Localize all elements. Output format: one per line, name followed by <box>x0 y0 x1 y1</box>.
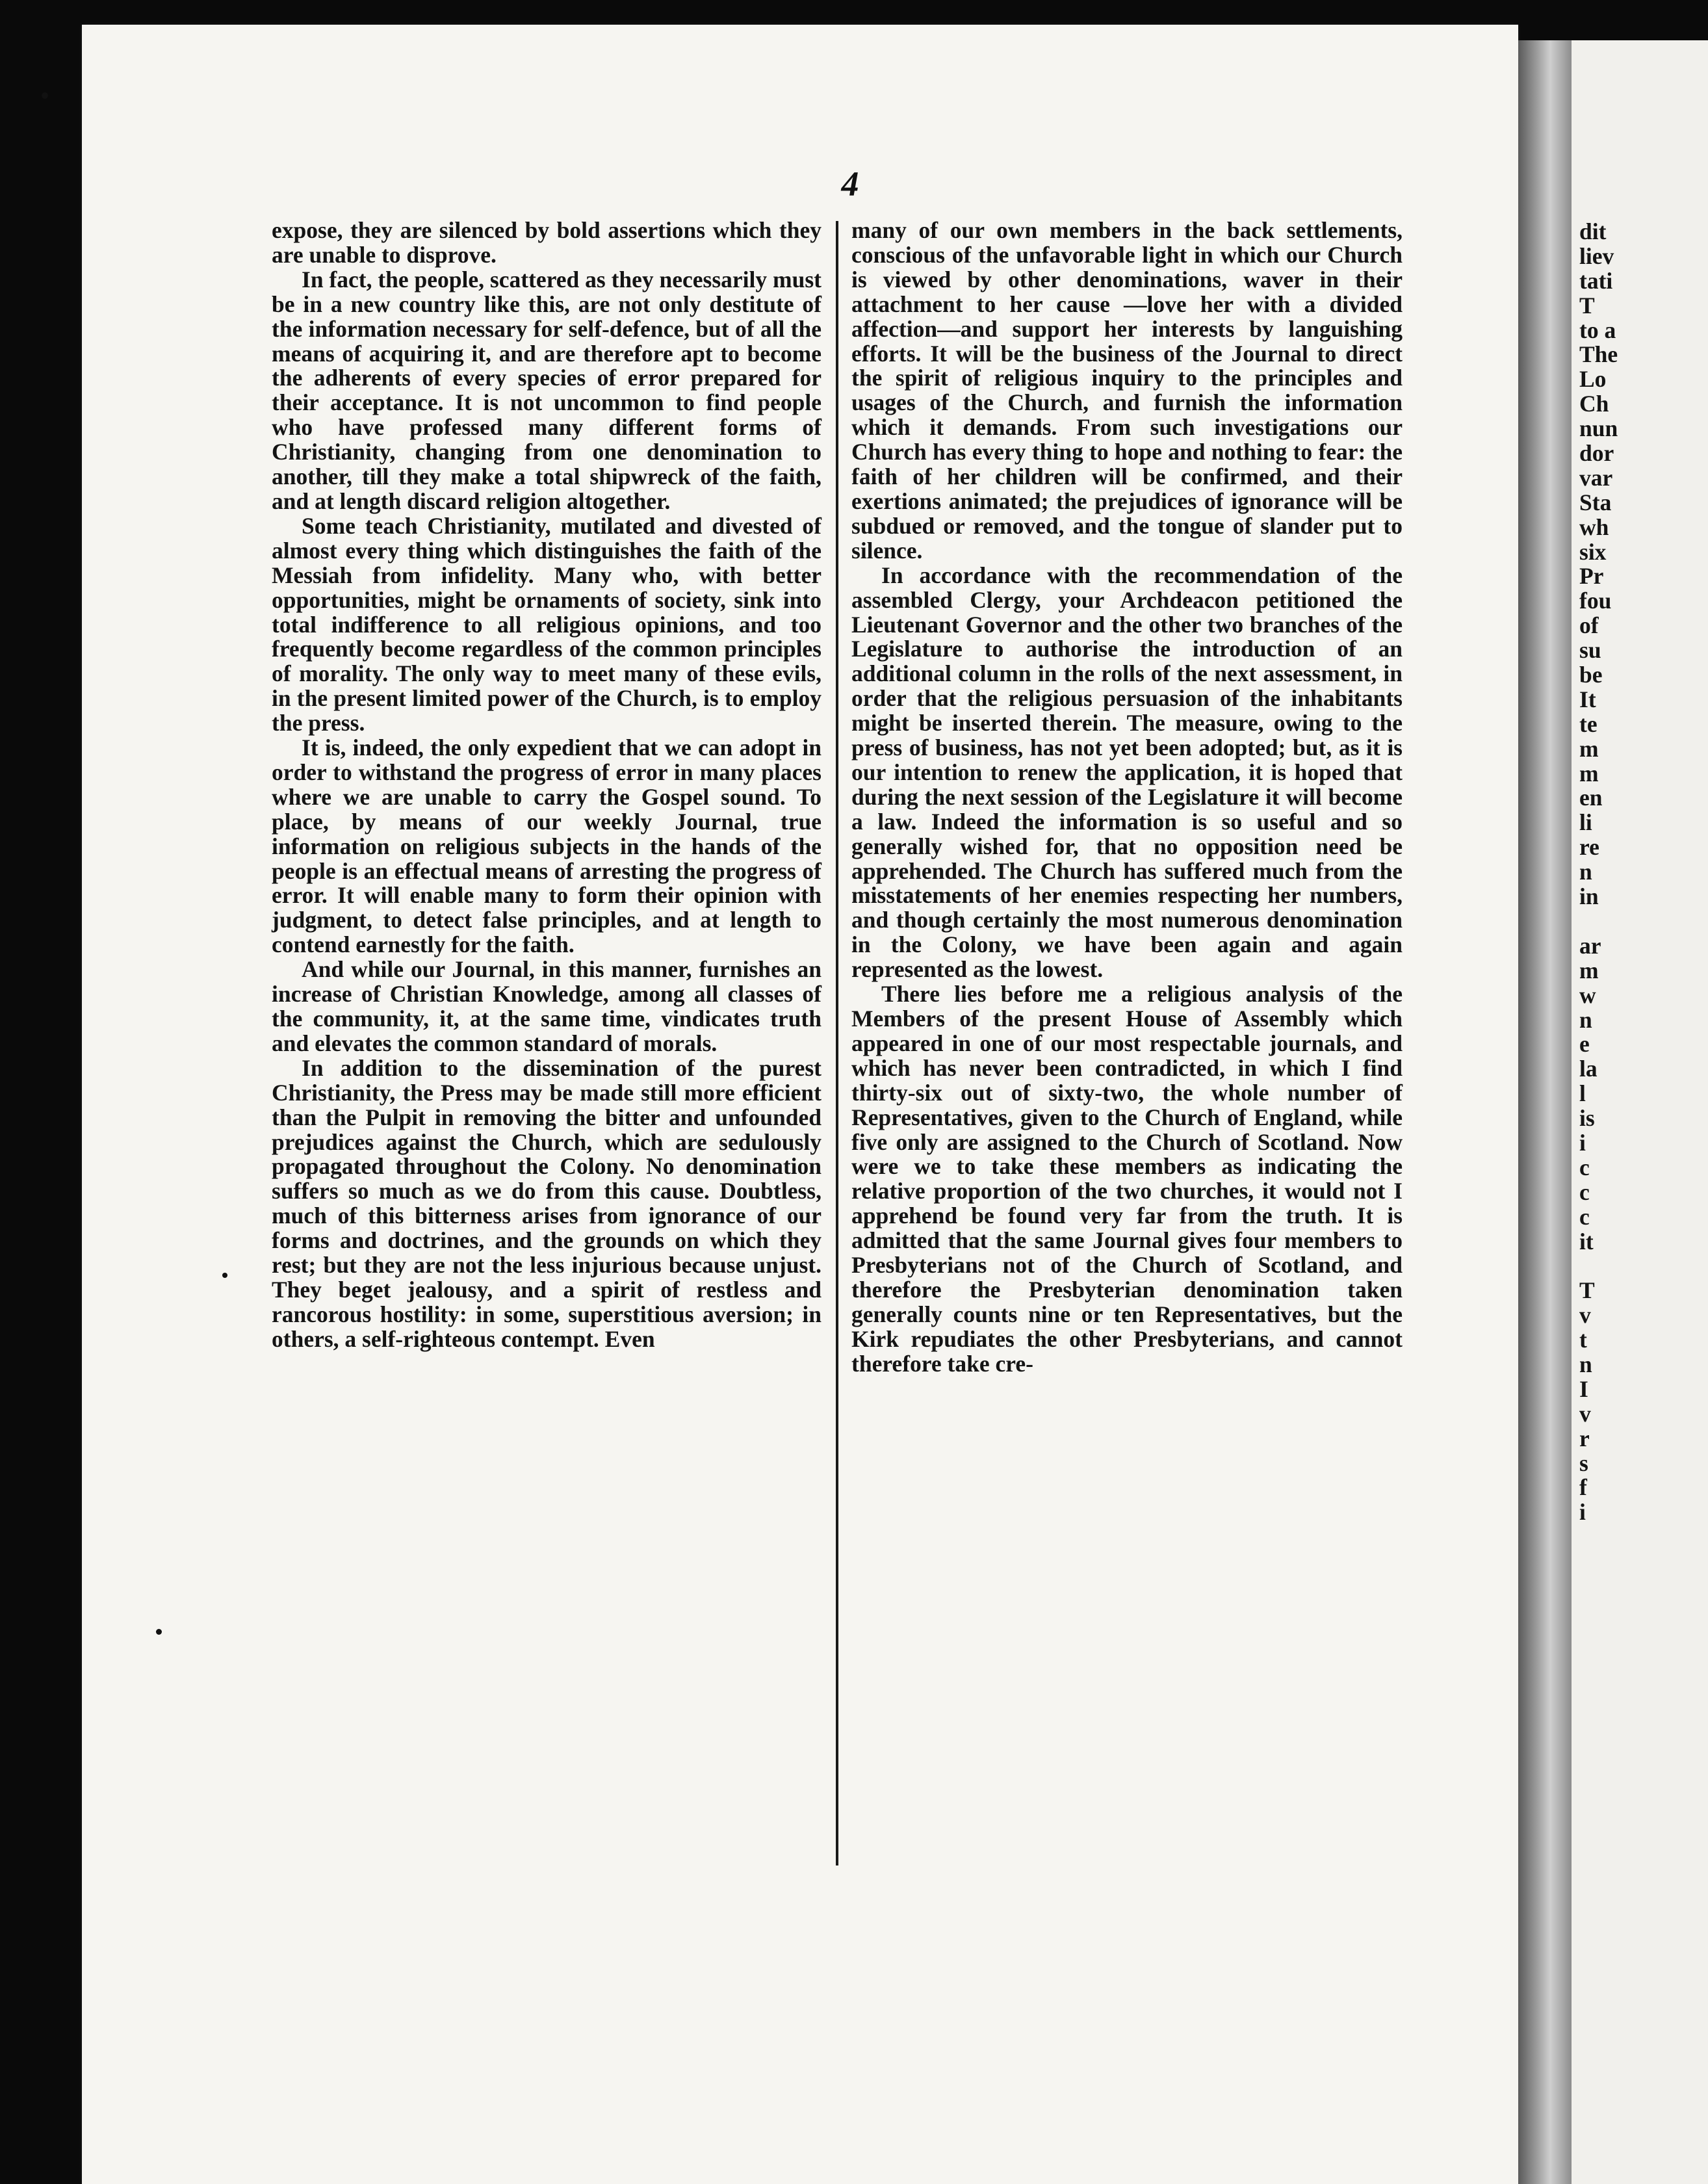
left-paragraph-6: In addition to the dissemination of the purest Christianity, the Press may be made still more efficient than the Pulpit in removing the bitter and unfounded prejudices against the Church, which are sedulously propagated throughout the Colony. No denomination suffers so much as we do from this cause. Doubtless, much of this bitterness arises from ignorance of our forms and doctrines, and the grounds on which they rest; but they are not the less injurious because unjust. They beget jealousy, and a spirit of restless and rancorous hostility: in some, superstitious aversion; in others, a self-righteous contempt. Even <box>272 1054 822 1352</box>
facing-line-fragment: ar <box>1579 932 1601 959</box>
facing-line-fragment: Pr <box>1579 563 1604 590</box>
facing-line-fragment: su <box>1579 637 1601 664</box>
scan-speck <box>222 1273 227 1278</box>
facing-line-fragment: v <box>1579 1400 1591 1427</box>
facing-line-fragment: en <box>1579 785 1603 811</box>
facing-line-fragment: is <box>1579 1105 1595 1132</box>
binding-gutter <box>1518 40 1572 2184</box>
facing-line-fragment: t <box>1579 1327 1587 1353</box>
right-text-column <box>851 218 1403 1377</box>
right-paragraph-3: There lies before me a religious analysis of the Members of the present House of Assembly which appeared in one of our most respectable journals, and which has never been contradicted, in which I find thirty-six out of sixty-two, the whole number of Representatives, given to the Church of England, while five only are assigned to the Church of Scotland. Now were we to take these members as indicating the relative proportion of the two churches, it would not I apprehend be found very far from the truth. It is admitted that the same Journal gives four members to Presbyterians not of the Church of Scotland, and therefore the Presbyterian denomination taken generally counts nine or ten Representatives, but the Kirk repudiates the other Presbyterians, and cannot therefore take cre- <box>851 981 1403 1377</box>
facing-line-fragment: dor <box>1579 440 1614 467</box>
facing-line-fragment: n <box>1579 1351 1592 1377</box>
scan-speck <box>156 1629 162 1635</box>
facing-line-fragment: te <box>1579 710 1598 737</box>
facing-line-fragment: tati <box>1579 267 1613 294</box>
facing-line-fragment: T <box>1579 1277 1595 1304</box>
facing-line-fragment: dit <box>1579 220 1607 244</box>
right-paragraph-1: many of our own members in the back settlements, conscious of the unfavorable light in which our Church is viewed by other denominations, waver in their attachment to her cause —love her with a divided affection—and support her interests by languishing efforts. It will be the business of the Journal to direct the spirit of religious inquiry to the principles and usages of the Church, and furnish the information which it demands. From such investigations our Church has every thing to hope and nothing to fear: the faith of her children will be confirmed, and their exertions animated; the prejudices of ignorance will be subdued or removed, and the tongue of slander put to silence. <box>851 217 1403 564</box>
facing-line-fragment: Lo <box>1579 366 1607 393</box>
facing-line-fragment: c <box>1579 1178 1590 1205</box>
facing-line-fragment: T <box>1579 292 1595 318</box>
facing-line-fragment: Ch <box>1579 391 1609 417</box>
facing-line-fragment: be <box>1579 662 1603 688</box>
facing-line-fragment: n <box>1579 859 1592 885</box>
scan-speck <box>42 92 48 99</box>
facing-line-fragment: re <box>1579 834 1599 861</box>
facing-line-fragment: to a <box>1579 317 1616 343</box>
facing-line-fragment: e <box>1579 1031 1590 1058</box>
facing-line-fragment: nun <box>1579 415 1618 442</box>
facing-line-fragment: s <box>1579 1450 1588 1476</box>
left-paragraph-3: Some teach Christianity, mutilated and divested of almost every thing which distinguishes the faith of the Messiah from infidelity. Many who, with better opportunities, might be ornaments of society, sink into total indifference to all religious opinions, and too frequently become regardless of the common principles of morality. The only way to meet many of these evils, in the present limited power of the Church, is to employ the press. <box>272 512 822 736</box>
facing-line-fragment <box>1579 1254 1708 1279</box>
facing-line-fragment: c <box>1579 1203 1590 1230</box>
facing-line-fragment: liev <box>1579 242 1614 269</box>
facing-line-fragment: of <box>1579 612 1599 639</box>
left-text-column <box>272 218 822 1352</box>
facing-line-fragment: w <box>1579 982 1596 1008</box>
facing-line-fragment: m <box>1579 735 1599 762</box>
facing-line-fragment: six <box>1579 538 1607 565</box>
facing-line-fragment: fou <box>1579 588 1612 614</box>
column-divider <box>836 221 838 1866</box>
facing-line-fragment: It <box>1579 686 1596 712</box>
left-paragraph-1: expose, they are silenced by bold assertions which they are unable to disprove. <box>272 217 822 268</box>
facing-line-fragment: wh <box>1579 514 1609 540</box>
facing-line-fragment: it <box>1579 1228 1594 1254</box>
facing-page-text <box>1579 220 1708 1525</box>
left-paragraph-2: In fact, the people, scattered as they necessarily must be in a new country like this, are not only destitute of the information necessary for self-defence, but of all the means of acquiring it, and are therefore apt to become the adherents of every species of error prepared for their acceptance. It is not uncommon to find people who have professed many different forms of Christianity, changing from one denomination to another, till they make a total shipwreck of the faith, and at length discard religion altogether. <box>272 266 822 514</box>
page-number: 4 <box>841 164 859 203</box>
facing-line-fragment: l <box>1579 1080 1586 1107</box>
facing-line-fragment: m <box>1579 957 1599 983</box>
facing-line-fragment: la <box>1579 1056 1598 1082</box>
facing-line-fragment: I <box>1579 1375 1588 1402</box>
facing-line-fragment: var <box>1579 464 1613 491</box>
left-paragraph-5: And while our Journal, in this manner, furnishes an increase of Christian Knowledge, among all classes of the community, it, at the same time, vindicates truth and elevates the common standard of morals. <box>272 956 822 1056</box>
facing-line-fragment: r <box>1579 1425 1590 1451</box>
left-paragraph-4: It is, indeed, the only expedient that we can adopt in order to withstand the progress of error in many places where we are unable to carry the Gospel sound. To place, by means of our weekly Journal, true information on religious subjects in the hands of the people is an effectual means of arresting the progress of error. It will enable many to form their opinion with judgment, to detect false principles, and at length to contend earnestly for the faith. <box>272 734 822 958</box>
facing-line-fragment: n <box>1579 1006 1592 1033</box>
right-paragraph-2: In accordance with the recommendation of the assembled Clergy, your Archdeacon petitioned the Lieutenant Governor and the other two branches of the Legislature to authorise the introduction of an additional column in the rolls of the next assessment, in order that the religious persuasion of the inhabitants might be inserted therein. The measure, owing to the press of business, has not yet been adopted; but, as it is our intention to renew the application, it is hoped that during the next session of the Legislature it will become a law. Indeed the information is so useful and so generally wished for, that no opposition need be apprehended. The Church has suffered much from the misstatements of her enemies respecting her numbers, and though certainly the most numerous denomination in the Colony, we have been again and again represented as the lowest. <box>851 562 1403 983</box>
facing-line-fragment: f <box>1579 1474 1587 1501</box>
facing-line-fragment: m <box>1579 760 1599 786</box>
facing-line-fragment: li <box>1579 809 1592 836</box>
facing-line-fragment: The <box>1579 341 1618 368</box>
facing-line-fragment: c <box>1579 1154 1590 1180</box>
facing-line-fragment: v <box>1579 1302 1591 1329</box>
facing-line-fragment <box>1579 909 1708 934</box>
facing-line-fragment: in <box>1579 883 1599 910</box>
facing-line-fragment: i <box>1579 1129 1586 1156</box>
facing-line-fragment: Sta <box>1579 489 1612 515</box>
facing-line-fragment: i <box>1579 1499 1586 1526</box>
